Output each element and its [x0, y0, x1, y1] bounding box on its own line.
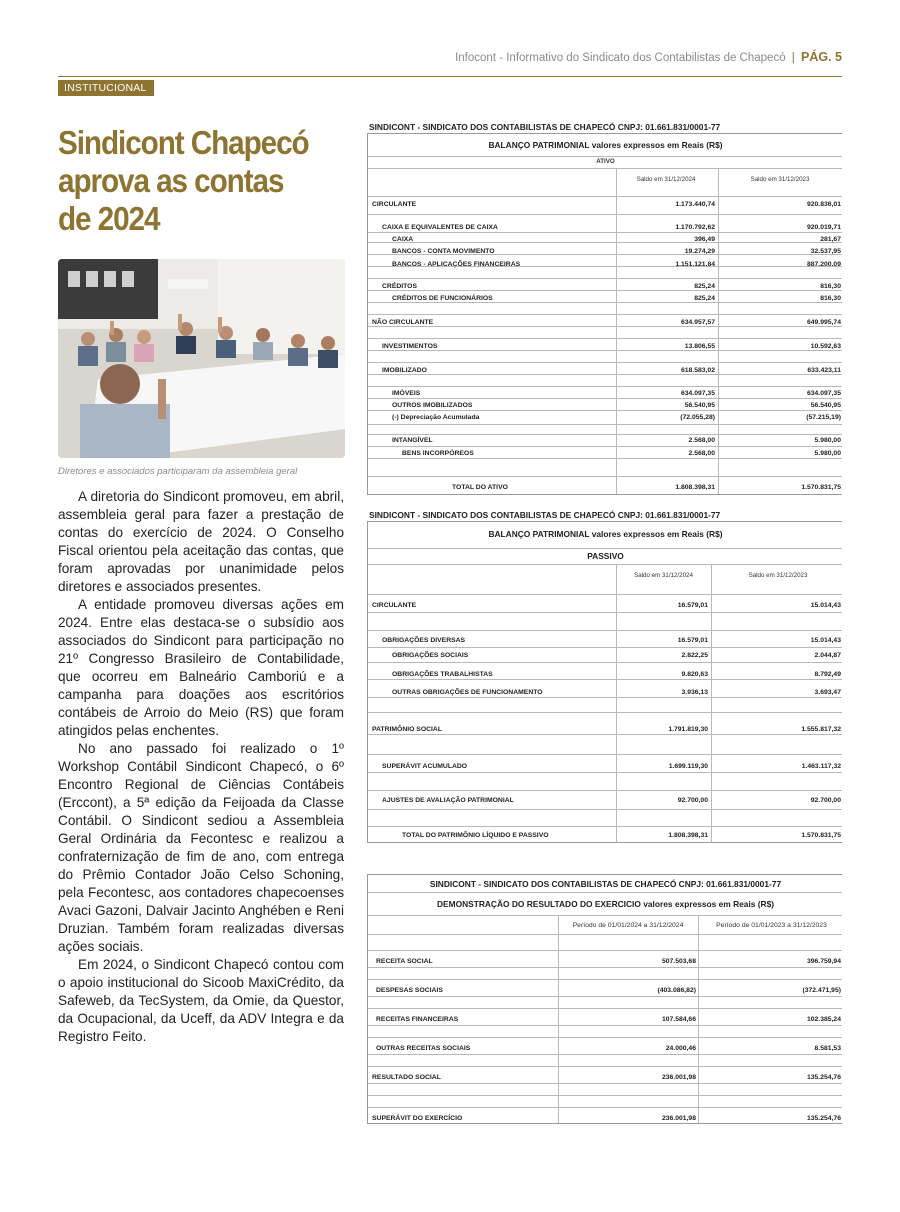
- row-value-current: 13.806,55: [684, 343, 715, 350]
- row-divider: [368, 1095, 842, 1096]
- header-separator: |: [791, 52, 795, 64]
- row-value-previous: 2.044,87: [814, 652, 841, 659]
- row-value-current: 618.583,02: [680, 367, 715, 374]
- row-label: AJUSTES DE AVALIAÇÃO PATRIMONIAL: [382, 797, 514, 804]
- row-divider: [368, 594, 842, 595]
- row-value-previous: 32.537,95: [810, 248, 841, 255]
- row-divider: [368, 612, 842, 613]
- row-divider: [368, 996, 842, 997]
- table-subtitle: DEMONSTRAÇÃO DO RESULTADO DO EXERCICIO valores expressos em Reais (R$): [436, 899, 775, 909]
- row-label: IMOBILIZADO: [382, 367, 427, 374]
- row-label: OBRIGAÇÕES SOCIAIS: [392, 652, 469, 659]
- row-divider: [368, 754, 842, 755]
- row-label: CAIXA: [392, 236, 414, 243]
- row-label: OBRIGAÇÕES DIVERSAS: [382, 637, 466, 644]
- row-value-previous: (57.215,19): [806, 414, 841, 421]
- row-value-previous: 10.592,63: [810, 343, 841, 350]
- row-value-current: 2.568,00: [688, 450, 715, 457]
- row-label: CRÉDITOS: [382, 283, 417, 290]
- row-value-previous: 15.014,43: [810, 637, 841, 644]
- row-divider: [368, 967, 842, 968]
- row-divider: [368, 374, 842, 375]
- row-divider: [368, 458, 842, 459]
- row-divider: [368, 446, 842, 447]
- row-divider: [368, 1107, 842, 1108]
- row-label: CIRCULANTE: [372, 201, 417, 208]
- row-value-current: 16.579,01: [677, 602, 708, 609]
- row-value-current: 1.808.398,31: [668, 832, 708, 839]
- row-value-previous: 5.980,00: [814, 437, 841, 444]
- row-value-current: 2.822,25: [681, 652, 708, 659]
- row-label: (-) Depreciação Acumulada: [392, 414, 480, 421]
- table-subtitle: BALANÇO PATRIMONIAL valores expressos em Reais (R$): [488, 140, 723, 150]
- row-label: OUTRAS OBRIGAÇÕES DE FUNCIONAMENTO: [392, 689, 543, 696]
- row-value-previous: 396.759,94: [806, 958, 841, 965]
- row-divider: [368, 398, 842, 399]
- row-divider: [368, 1037, 842, 1038]
- table-org-header: SINDICONT - SINDICATO DOS CONTABILISTAS DE CHAPECÓ CNPJ: 01.661.831/0001-77: [369, 510, 721, 520]
- row-value-previous: 649.995,74: [806, 319, 841, 326]
- row-divider: [368, 302, 842, 303]
- row-divider: [368, 809, 842, 810]
- row-value-current: 1.170.792,62: [675, 224, 715, 231]
- row-label: BANCOS - APLICAÇÕES FINANCEIRAS: [392, 261, 521, 268]
- row-value-previous: 1.463.117,32: [801, 763, 841, 770]
- row-value-current: 3.936,13: [681, 689, 708, 696]
- row-divider: [368, 679, 842, 680]
- column-header-2024: Saldo em 31/12/2024: [636, 176, 696, 183]
- running-header: [455, 50, 842, 64]
- row-value-current: 19.274,29: [684, 248, 715, 255]
- row-value-previous: 887.200,09: [806, 261, 841, 268]
- row-divider: [368, 950, 842, 951]
- row-label: BANCOS - CONTA MOVIMENTO: [392, 248, 495, 255]
- column-header-2023: Período de 01/01/2023 a 31/12/2023: [716, 922, 827, 929]
- row-label: OUTROS IMOBILIZADOS: [392, 402, 473, 409]
- row-divider: [368, 338, 842, 339]
- row-divider: [368, 326, 842, 327]
- row-divider: [368, 647, 842, 648]
- column-header-2023: Saldo em 31/12/2023: [748, 572, 808, 579]
- paragraph: Em 2024, o Sindicont Chapecó contou com o apoio institucional do Sicoob MaxiCrédito, da Safeweb, da TecSystem, da Omie, da Questor, da Ocupacional, da Uceff, da ADV Integra e da Registro Feito.: [58, 957, 344, 1044]
- row-value-previous: 920.836,01: [806, 201, 841, 208]
- article-title: Sindicont Chapecó aprova as contas de 2024: [58, 124, 309, 237]
- row-value-previous: 1.570.831,75: [801, 484, 841, 491]
- row-label: SUPERÁVIT ACUMULADO: [382, 763, 468, 770]
- row-value-previous: 3.693,47: [814, 689, 841, 696]
- row-label: BENS INCORPÓREOS: [402, 450, 474, 457]
- row-label: OUTRAS RECEITAS SOCIAIS: [376, 1045, 471, 1052]
- row-divider: [368, 362, 842, 363]
- row-value-previous: 281,67: [820, 236, 841, 243]
- row-divider: [368, 734, 842, 735]
- row-divider: [368, 979, 842, 980]
- row-value-current: 56.540,95: [684, 402, 715, 409]
- row-value-current: 396,49: [694, 236, 715, 243]
- publication-name: Infocont - Informativo do Sindicato dos Contabilistas de Chapecó: [455, 52, 786, 64]
- row-value-current: (72.055,28): [680, 414, 715, 421]
- assembly-photo: [58, 259, 345, 458]
- row-value-current: 825,24: [694, 283, 715, 290]
- row-label: CIRCULANTE: [372, 602, 417, 609]
- row-label: OBRIGAÇÕES TRABALHISTAS: [392, 671, 493, 678]
- paragraph: No ano passado foi realizado o 1º Workshop Contábil Sindicont Chapecó, o 6º Encontro Regional de Ciências Contábeis (Erccont), a 5ª edição da Feijoada da Classe Contábil. O Sindicont sediou a Assembleia Geral Ordinária da Fecontesc e realizou a confraternização de fim de ano, com entrega do Prêmio Contador João Celso Schoning, pela Fecontesc, aos contadores chapecoenses Avaci Gazoni, Dalvair Jacinto Anghében e Reni Druzian. Também foram realizadas diversas ações sociais.: [58, 741, 344, 954]
- row-value-previous: 1.570.831,75: [801, 832, 841, 839]
- row-value-current: 9.820,63: [681, 671, 708, 678]
- balance-sheet-assets-table: [367, 120, 842, 498]
- header-rule: [58, 76, 842, 77]
- row-divider: [368, 476, 842, 477]
- table-org-header: SINDICONT - SINDICATO DOS CONTABILISTAS DE CHAPECÓ CNPJ: 01.661.831/0001-77: [429, 879, 782, 889]
- row-label: CAIXA E EQUIVALENTES DE CAIXA: [382, 224, 498, 231]
- row-divider: [368, 826, 842, 827]
- row-value-current: 236.001,98: [661, 1074, 696, 1081]
- row-value-current: 825,24: [694, 295, 715, 302]
- table-grid: [367, 874, 842, 1124]
- row-value-previous: 135.254,76: [806, 1074, 841, 1081]
- row-value-current: 634.957,57: [680, 319, 715, 326]
- table-subtitle: BALANÇO PATRIMONIAL valores expressos em Reais (R$): [488, 529, 723, 539]
- table-grid: [367, 521, 842, 843]
- row-value-previous: 92.700,00: [810, 797, 841, 804]
- row-label: RESULTADO SOCIAL: [372, 1074, 441, 1081]
- row-divider: [368, 214, 842, 215]
- row-value-current: 507.503,68: [661, 958, 696, 965]
- row-divider: [368, 424, 842, 425]
- row-value-previous: 102.385,24: [806, 1016, 841, 1023]
- income-statement-table: [367, 874, 842, 1126]
- row-value-current: 24.000,46: [665, 1045, 696, 1052]
- balance-sheet-liabilities-table: [367, 508, 842, 846]
- photo-caption: Diretores e associados participaram da assembleia geral: [58, 466, 298, 477]
- article-body: [58, 488, 344, 1046]
- row-divider: [368, 1008, 842, 1009]
- section-label: ATIVO: [596, 158, 615, 165]
- row-label: RECEITAS FINANCEIRAS: [376, 1016, 459, 1023]
- row-label: RECEITA SOCIAL: [376, 958, 433, 965]
- row-divider: [368, 434, 842, 435]
- row-divider: [368, 232, 842, 233]
- row-divider: [368, 314, 842, 315]
- row-divider: [368, 790, 842, 791]
- row-value-current: 1.173.440,74: [675, 201, 715, 208]
- row-value-current: 92.700,00: [677, 797, 708, 804]
- row-divider: [368, 1083, 842, 1084]
- row-divider: [368, 1025, 842, 1026]
- row-value-previous: 8.792,49: [814, 671, 841, 678]
- section-label: PASSIVO: [587, 551, 624, 561]
- paragraph: A diretoria do Sindicont promoveu, em abril, assembleia geral para fazer a prestação de contas do exercício de 2024. O Conselho Fiscal orientou pela aceitação das contas, que foram aprovadas por unanimidade pelos diretores e associados presentes.: [58, 489, 344, 594]
- row-label: TOTAL DO PATRIMÔNIO LÍQUIDO E PASSIVO: [402, 832, 549, 839]
- row-divider: [368, 772, 842, 773]
- row-value-current: 2.568,00: [688, 437, 715, 444]
- page-number: PÁG. 5: [801, 50, 842, 64]
- row-divider: [368, 934, 842, 935]
- paragraph: A entidade promoveu diversas ações em 2024. Entre elas destaca-se o subsídio aos associados do Sindicont para participação no 21º Congresso Brasileiro de Contabilidade, que ocorreu em Balneário Camboriú e a campanha para doações aos escritórios contábeis de Arroio do Meio (RS) que foram atingidos pelas enchentes.: [58, 597, 344, 738]
- row-value-current: 1.808.398,31: [675, 484, 715, 491]
- row-value-previous: 920.019,71: [806, 224, 841, 231]
- row-value-current: 236.001,98: [661, 1115, 696, 1122]
- row-value-previous: 634.097,35: [806, 390, 841, 397]
- row-label: INVESTIMENTOS: [382, 343, 438, 350]
- row-value-previous: 1.555.817,32: [801, 726, 841, 733]
- row-value-previous: 633.423,11: [807, 367, 841, 374]
- row-divider: [368, 662, 842, 663]
- row-value-current: 634.097,35: [680, 390, 715, 397]
- row-divider: [368, 630, 842, 631]
- row-divider: [368, 350, 842, 351]
- row-divider: [368, 410, 842, 411]
- row-value-current: 1.699.119,30: [668, 763, 708, 770]
- row-value-previous: 8.581,53: [814, 1045, 841, 1052]
- row-divider: [368, 1054, 842, 1055]
- row-divider: [368, 290, 842, 291]
- row-divider: [368, 1066, 842, 1067]
- row-value-current: 107.584,66: [661, 1016, 696, 1023]
- row-label: IMÓVEIS: [392, 390, 421, 397]
- row-label: INTANGÍVEL: [392, 437, 433, 444]
- row-divider: [368, 242, 842, 243]
- row-divider: [368, 266, 842, 267]
- row-value-current: 16.579,01: [677, 637, 708, 644]
- column-header-2023: Saldo em 31/12/2023: [750, 176, 810, 183]
- row-value-previous: (372.471,95): [802, 987, 841, 994]
- row-value-previous: 15.014,43: [810, 602, 841, 609]
- row-value-previous: 816,30: [820, 295, 841, 302]
- row-value-previous: 135.254,76: [806, 1115, 841, 1122]
- row-divider: [368, 196, 842, 197]
- row-divider: [368, 254, 842, 255]
- row-value-current: 1.791.819,30: [668, 726, 708, 733]
- row-label: NÃO CIRCULANTE: [372, 319, 434, 326]
- row-divider: [368, 697, 842, 698]
- section-tag: INSTITUCIONAL: [58, 80, 154, 96]
- row-value-current: 1.151.121,84: [675, 261, 715, 268]
- row-label: SUPERÁVIT DO EXERCÍCIO: [372, 1115, 463, 1122]
- row-label: PATRIMÔNIO SOCIAL: [372, 726, 442, 733]
- row-divider: [368, 386, 842, 387]
- row-label: CRÉDITOS DE FUNCIONÁRIOS: [392, 295, 493, 302]
- row-value-previous: 816,30: [820, 283, 841, 290]
- row-value-current: (403.086,82): [657, 987, 696, 994]
- column-header-2024: Período de 01/01/2024 a 31/12/2024: [572, 922, 684, 929]
- row-value-previous: 5.980,00: [814, 450, 841, 457]
- table-grid: [367, 133, 842, 495]
- row-divider: [368, 278, 842, 279]
- row-label: TOTAL DO ATIVO: [452, 484, 508, 491]
- column-header-2024: Saldo em 31/12/2024: [634, 572, 693, 579]
- row-value-previous: 56.540,95: [810, 402, 841, 409]
- row-label: DESPESAS SOCIAIS: [376, 987, 443, 994]
- table-org-header: SINDICONT - SINDICATO DOS CONTABILISTAS DE CHAPECÓ CNPJ: 01.661.831/0001-77: [369, 122, 721, 132]
- row-divider: [368, 712, 842, 713]
